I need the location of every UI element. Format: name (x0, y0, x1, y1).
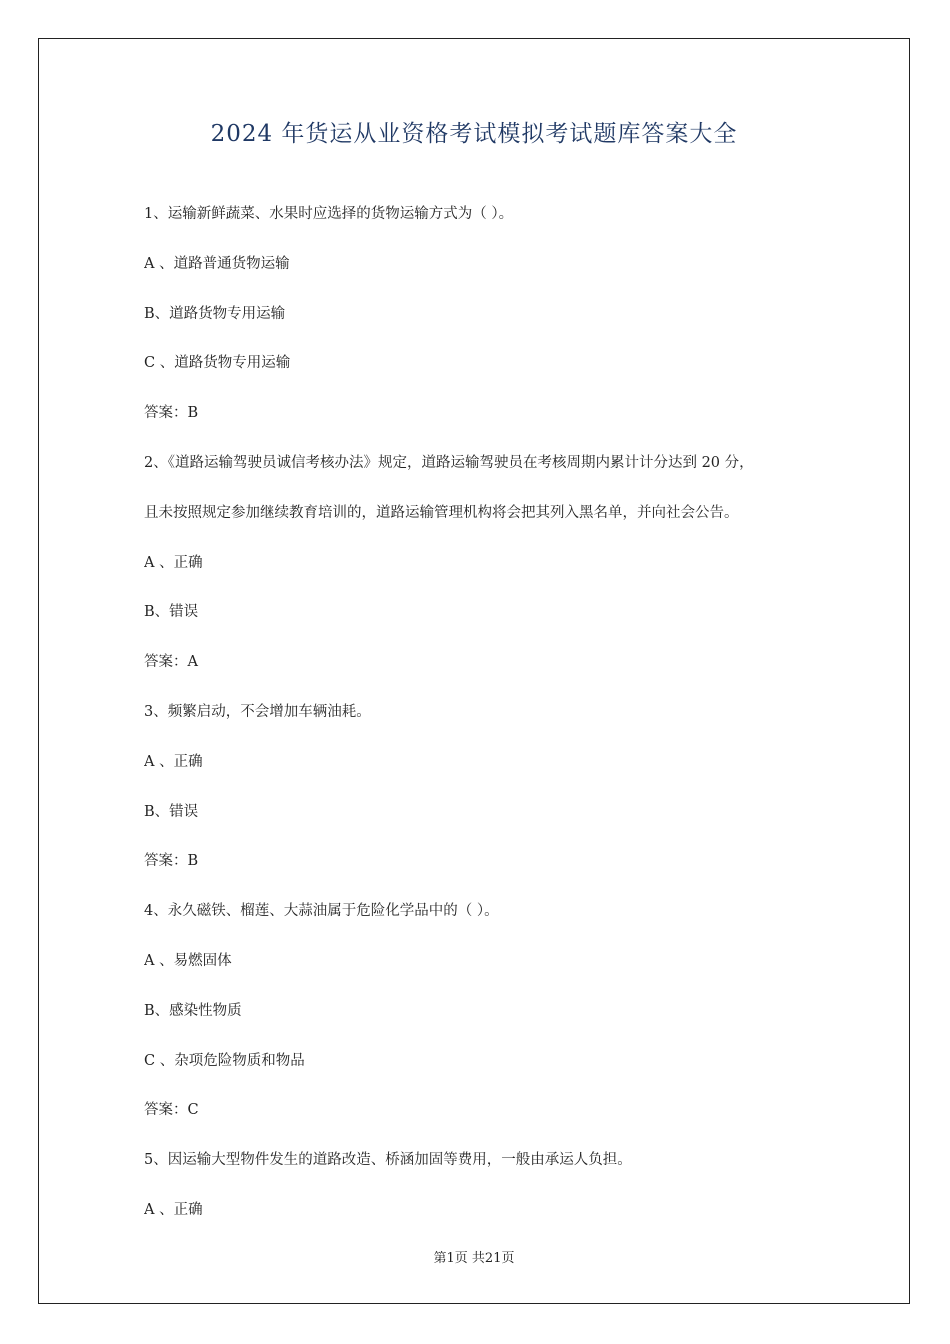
option-line: B、错误 (144, 604, 199, 621)
question-line: 5、因运输大型物件发生的道路改造、桥涵加固等费用，一般由承运人负担。 (144, 1152, 632, 1169)
question-list (144, 199, 844, 1245)
page-number: 第1页 共21页 (433, 1251, 515, 1266)
question-line: 2、《道路运输驾驶员诚信考核办法》规定，道路运输驾驶员在考核周期内累计计分达到 20 分， (144, 454, 754, 471)
question-line: 4、永久磁铁、榴莲、大蒜油属于危险化学品中的（ ）。 (144, 903, 499, 920)
option-line: A 、易燃固体 (144, 952, 232, 969)
option-line: A 、正确 (144, 554, 203, 571)
option-line: A 、正确 (144, 1201, 203, 1218)
document-title: 2024 年货运从业资格考试模拟考试题库答案大全 (210, 121, 738, 147)
document-page (38, 38, 910, 1304)
answer-line: 答案：B (144, 853, 199, 870)
option-line: C 、杂项危险物质和物品 (144, 1052, 305, 1069)
question-line: 3、频繁启动，不会增加车辆油耗。 (144, 703, 371, 720)
answer-line: 答案：C (144, 1102, 199, 1119)
question-line: 且未按照规定参加继续教育培训的，道路运输管理机构将会把其列入黑名单，并向社会公告。 (144, 504, 739, 521)
option-line: A 、道路普通货物运输 (144, 255, 290, 272)
answer-line: 答案：B (144, 405, 199, 422)
answer-line: 答案：A (144, 654, 198, 671)
question-line: 1、运输新鲜蔬菜、水果时应选择的货物运输方式为（ ）。 (144, 206, 514, 222)
option-line: C 、道路货物专用运输 (144, 355, 291, 372)
option-line: B、感染性物质 (144, 1002, 242, 1019)
option-line: B、道路货物专用运输 (144, 305, 286, 322)
option-line: B、错误 (144, 803, 199, 820)
option-line: A 、正确 (144, 753, 203, 770)
